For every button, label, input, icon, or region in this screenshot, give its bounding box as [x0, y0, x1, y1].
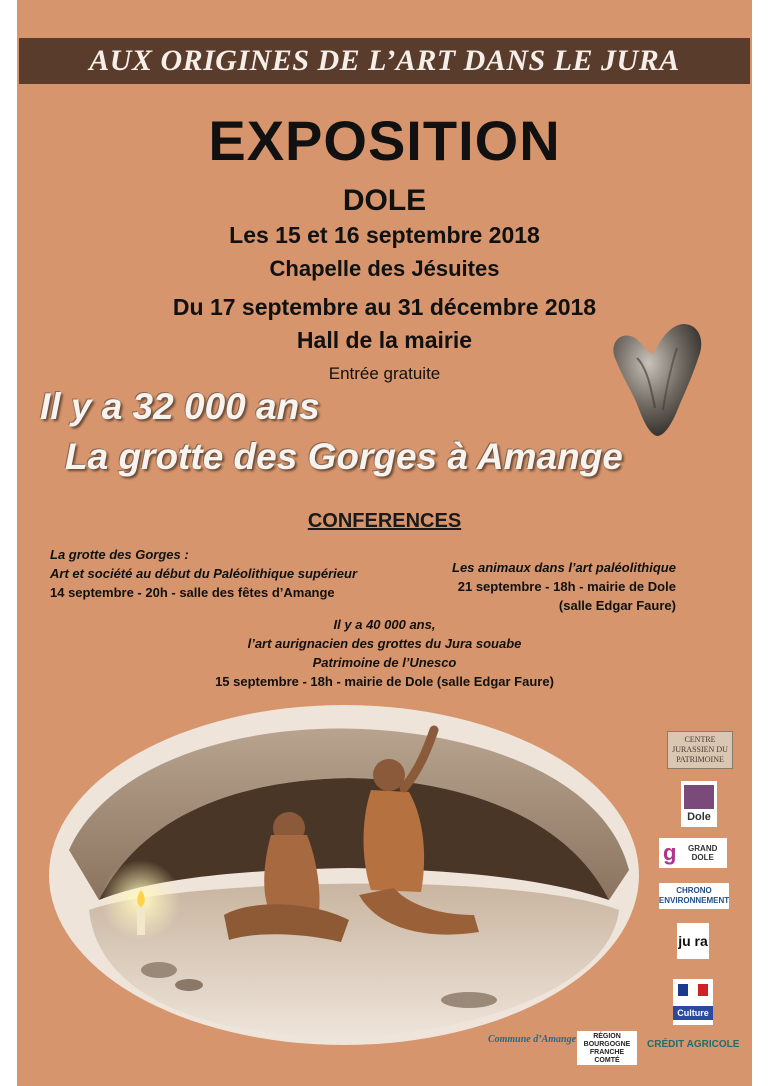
- conferences-heading: CONFERENCES: [307, 510, 462, 532]
- venue-first: Chapelle des Jésuites: [269, 256, 500, 281]
- conference-2-date: 21 septembre - 18h - mairie de Dole: [457, 579, 676, 594]
- grand-dole-logo: g GRAND DOLE: [659, 838, 727, 868]
- conference-1-subtitle: Art et société au début du Paléolithique supérieur: [50, 566, 357, 581]
- header-banner: [19, 38, 750, 84]
- exhibition-title: EXPOSITION: [208, 109, 561, 172]
- credit-agricole-logo: CRÉDIT AGRICOLE: [647, 1039, 740, 1050]
- region-bfc-logo: RÉGION BOURGOGNE FRANCHE COMTÉ: [577, 1031, 637, 1065]
- conference-2-title: Les animaux dans l’art paléolithique: [452, 560, 676, 575]
- conference-3-date: 15 septembre - 18h - mairie de Dole (salle Edgar Faure): [215, 674, 554, 689]
- conference-3-subtitle: l’art aurignacien des grottes du Jura souabe: [247, 636, 522, 651]
- dates-second: Du 17 septembre au 31 décembre 2018: [172, 294, 597, 320]
- conference-2: [452, 558, 676, 615]
- commune-amange-logo: Commune d’Amange: [487, 1034, 577, 1045]
- culture-text: Culture: [673, 1006, 713, 1020]
- venue-second: Hall de la mairie: [296, 327, 473, 353]
- conference-1-title: La grotte des Gorges :: [50, 547, 189, 562]
- chrono-environnement-logo: CHRONO ENVIRONNEMENT: [659, 883, 729, 909]
- conference-1-date: 14 septembre - 20h - salle des fêtes d’Amange: [50, 585, 335, 600]
- venus-stone-image: [607, 318, 707, 440]
- conference-1: [50, 545, 357, 602]
- conference-3: [17, 615, 752, 691]
- conference-2-venue: (salle Edgar Faure): [558, 598, 676, 613]
- headline-years: Il y a 32 000 ans: [40, 386, 320, 427]
- headline-cave: La grotte des Gorges à Amange: [65, 436, 623, 477]
- cave-scene-illustration: [49, 700, 639, 1045]
- banner-title: AUX ORIGINES DE L’ART DANS LE JURA: [89, 44, 680, 77]
- dole-logo-text: Dole: [687, 811, 711, 823]
- dole-logo: [681, 781, 717, 827]
- poster: [17, 0, 752, 1086]
- jura-logo: ju ra: [677, 923, 709, 959]
- entry-info: Entrée gratuite: [328, 364, 441, 383]
- conference-3-title: Il y a 40 000 ans,: [333, 617, 436, 632]
- centre-jurassien-logo: CENTRE JURASSIEN DU PATRIMOINE: [667, 731, 733, 769]
- culture-ministry-logo: [673, 979, 713, 1025]
- grand-dole-text: GRAND DOLE: [688, 844, 718, 862]
- dates-first: Les 15 et 16 septembre 2018: [229, 222, 540, 248]
- city-name: DOLE: [342, 184, 427, 217]
- conference-3-unesco: Patrimoine de l’Unesco: [312, 655, 457, 670]
